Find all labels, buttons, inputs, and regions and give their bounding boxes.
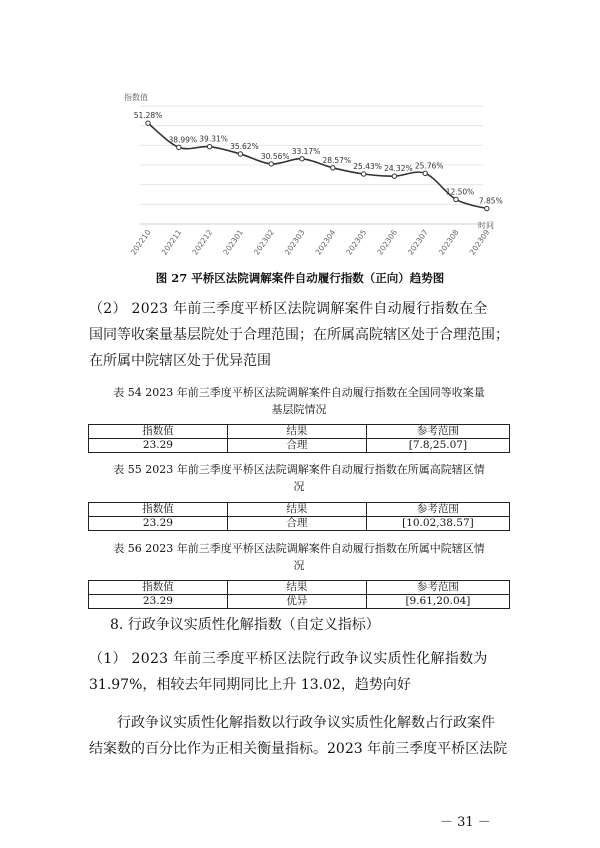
data-point	[423, 171, 427, 175]
para-line: 在所属中院辖区处于优异范围	[89, 353, 271, 369]
data-label: 35.62%	[230, 141, 259, 151]
section-2-paragraph	[89, 296, 509, 374]
data-point	[269, 162, 273, 166]
caption-line: 表 54 2023 年前三季度平桥区法院调解案件自动履行指数在全国同等收案量	[113, 386, 485, 399]
header-reference-range: 参考范围	[366, 425, 509, 439]
cell-result: 合理	[227, 439, 366, 453]
caption-line: 表 56 2023 年前三季度平桥区法院调解案件自动履行指数在所属中院辖区情	[113, 542, 485, 555]
para-line: （1） 2023 年前三季度平桥区法院行政争议实质性化解指数为	[89, 651, 488, 667]
para-line: 31.97%，相较去年同期同比上升 13.02，趋势向好	[89, 677, 411, 693]
x-tick-label: 202306	[375, 227, 400, 257]
data-point	[331, 166, 335, 170]
header-result: 结果	[227, 503, 366, 517]
header-result: 结果	[227, 581, 366, 595]
caption-line: 况	[293, 480, 305, 493]
data-label: 30.56%	[260, 151, 290, 161]
para-line: 结案数的百分比作为正相关衡量指标。2023 年前三季度平桥区法院	[89, 741, 508, 757]
data-point	[300, 157, 304, 161]
data-point	[392, 174, 396, 178]
data-point	[146, 121, 150, 125]
cell-index-value: 23.29	[89, 595, 228, 609]
x-tick-label: 202304	[313, 227, 338, 257]
section-8-heading: 8. 行政争议实质性化解指数（自定义指标）	[110, 617, 380, 633]
data-point	[238, 152, 242, 156]
x-tick-label: 202210	[128, 227, 153, 257]
data-label: 38.99%	[168, 135, 198, 145]
header-reference-range: 参考范围	[366, 581, 509, 595]
header-reference-range: 参考范围	[366, 503, 509, 517]
data-label: 25.76%	[414, 161, 444, 171]
header-result: 结果	[227, 425, 366, 439]
caption-line: 况	[293, 559, 305, 572]
data-point	[454, 197, 458, 201]
page-number: － 31 －	[440, 815, 491, 830]
table-header-row	[89, 503, 510, 517]
x-tick-label: 202307	[406, 227, 430, 257]
table-55	[88, 502, 510, 531]
cell-index-value: 23.29	[89, 517, 228, 531]
cell-reference-range: [9.61,20.04]	[366, 595, 509, 609]
table-header-row	[89, 581, 510, 595]
data-label: 25.43%	[353, 161, 382, 171]
data-point	[207, 144, 211, 148]
table-header-row	[89, 425, 510, 439]
x-tick-label: 202301	[221, 227, 246, 257]
table-row	[89, 517, 510, 531]
para-line: 国同等收案量基层院处于合理范围；在所属高院辖区处于合理范围；	[89, 327, 509, 343]
table-56-caption	[89, 540, 509, 574]
header-index-value: 指数值	[89, 503, 228, 517]
data-point	[177, 145, 181, 149]
data-label: 39.31%	[199, 134, 228, 144]
x-tick-label: 202305	[344, 227, 369, 257]
trend-chart	[118, 86, 503, 257]
table-row	[89, 595, 510, 609]
para-line: 行政争议实质性化解指数以行政争议实质性化解数占行政案件	[117, 715, 495, 731]
header-index-value: 指数值	[89, 581, 228, 595]
data-point	[361, 172, 365, 176]
section-1-paragraph	[89, 646, 509, 698]
cell-result: 合理	[227, 517, 366, 531]
x-tick-label: 202212	[190, 227, 215, 257]
caption-line: 基层院情况	[271, 403, 327, 416]
data-label: 28.57%	[322, 155, 352, 165]
cell-reference-range: [7.8,25.07]	[366, 439, 509, 453]
cell-reference-range: [10.02,38.57]	[366, 517, 509, 531]
table-56	[88, 580, 510, 609]
table-54	[88, 424, 510, 453]
para-line: （2） 2023 年前三季度平桥区法院调解案件自动履行指数在全	[89, 301, 488, 317]
data-label: 24.32%	[384, 164, 413, 174]
table-54-caption	[89, 384, 509, 418]
x-tick-label: 202211	[159, 227, 184, 257]
x-axis-label: 时间	[478, 221, 494, 230]
caption-line: 表 55 2023 年前三季度平桥区法院调解案件自动履行指数在所属高院辖区情	[113, 463, 485, 476]
cell-result: 优异	[227, 595, 366, 609]
data-label: 7.85%	[478, 196, 503, 206]
data-label: 33.17%	[291, 146, 321, 156]
table-row	[89, 439, 510, 453]
cell-index-value: 23.29	[89, 439, 228, 453]
data-point	[485, 206, 489, 210]
table-55-caption	[89, 461, 509, 495]
x-tick-label: 202308	[436, 227, 461, 257]
body-paragraph	[89, 710, 509, 762]
header-index-value: 指数值	[89, 425, 228, 439]
x-tick-label: 202302	[252, 227, 276, 257]
data-label: 12.50%	[445, 187, 475, 197]
figure-caption: 图 27 平桥区法院调解案件自动履行指数（正向）趋势图	[155, 271, 445, 285]
x-tick-labels	[129, 228, 492, 257]
y-axis-label: 指数值	[124, 93, 148, 102]
x-tick-label: 202303	[282, 227, 307, 257]
data-label: 51.28%	[133, 111, 163, 121]
x-tick-label: 202309	[467, 227, 492, 257]
